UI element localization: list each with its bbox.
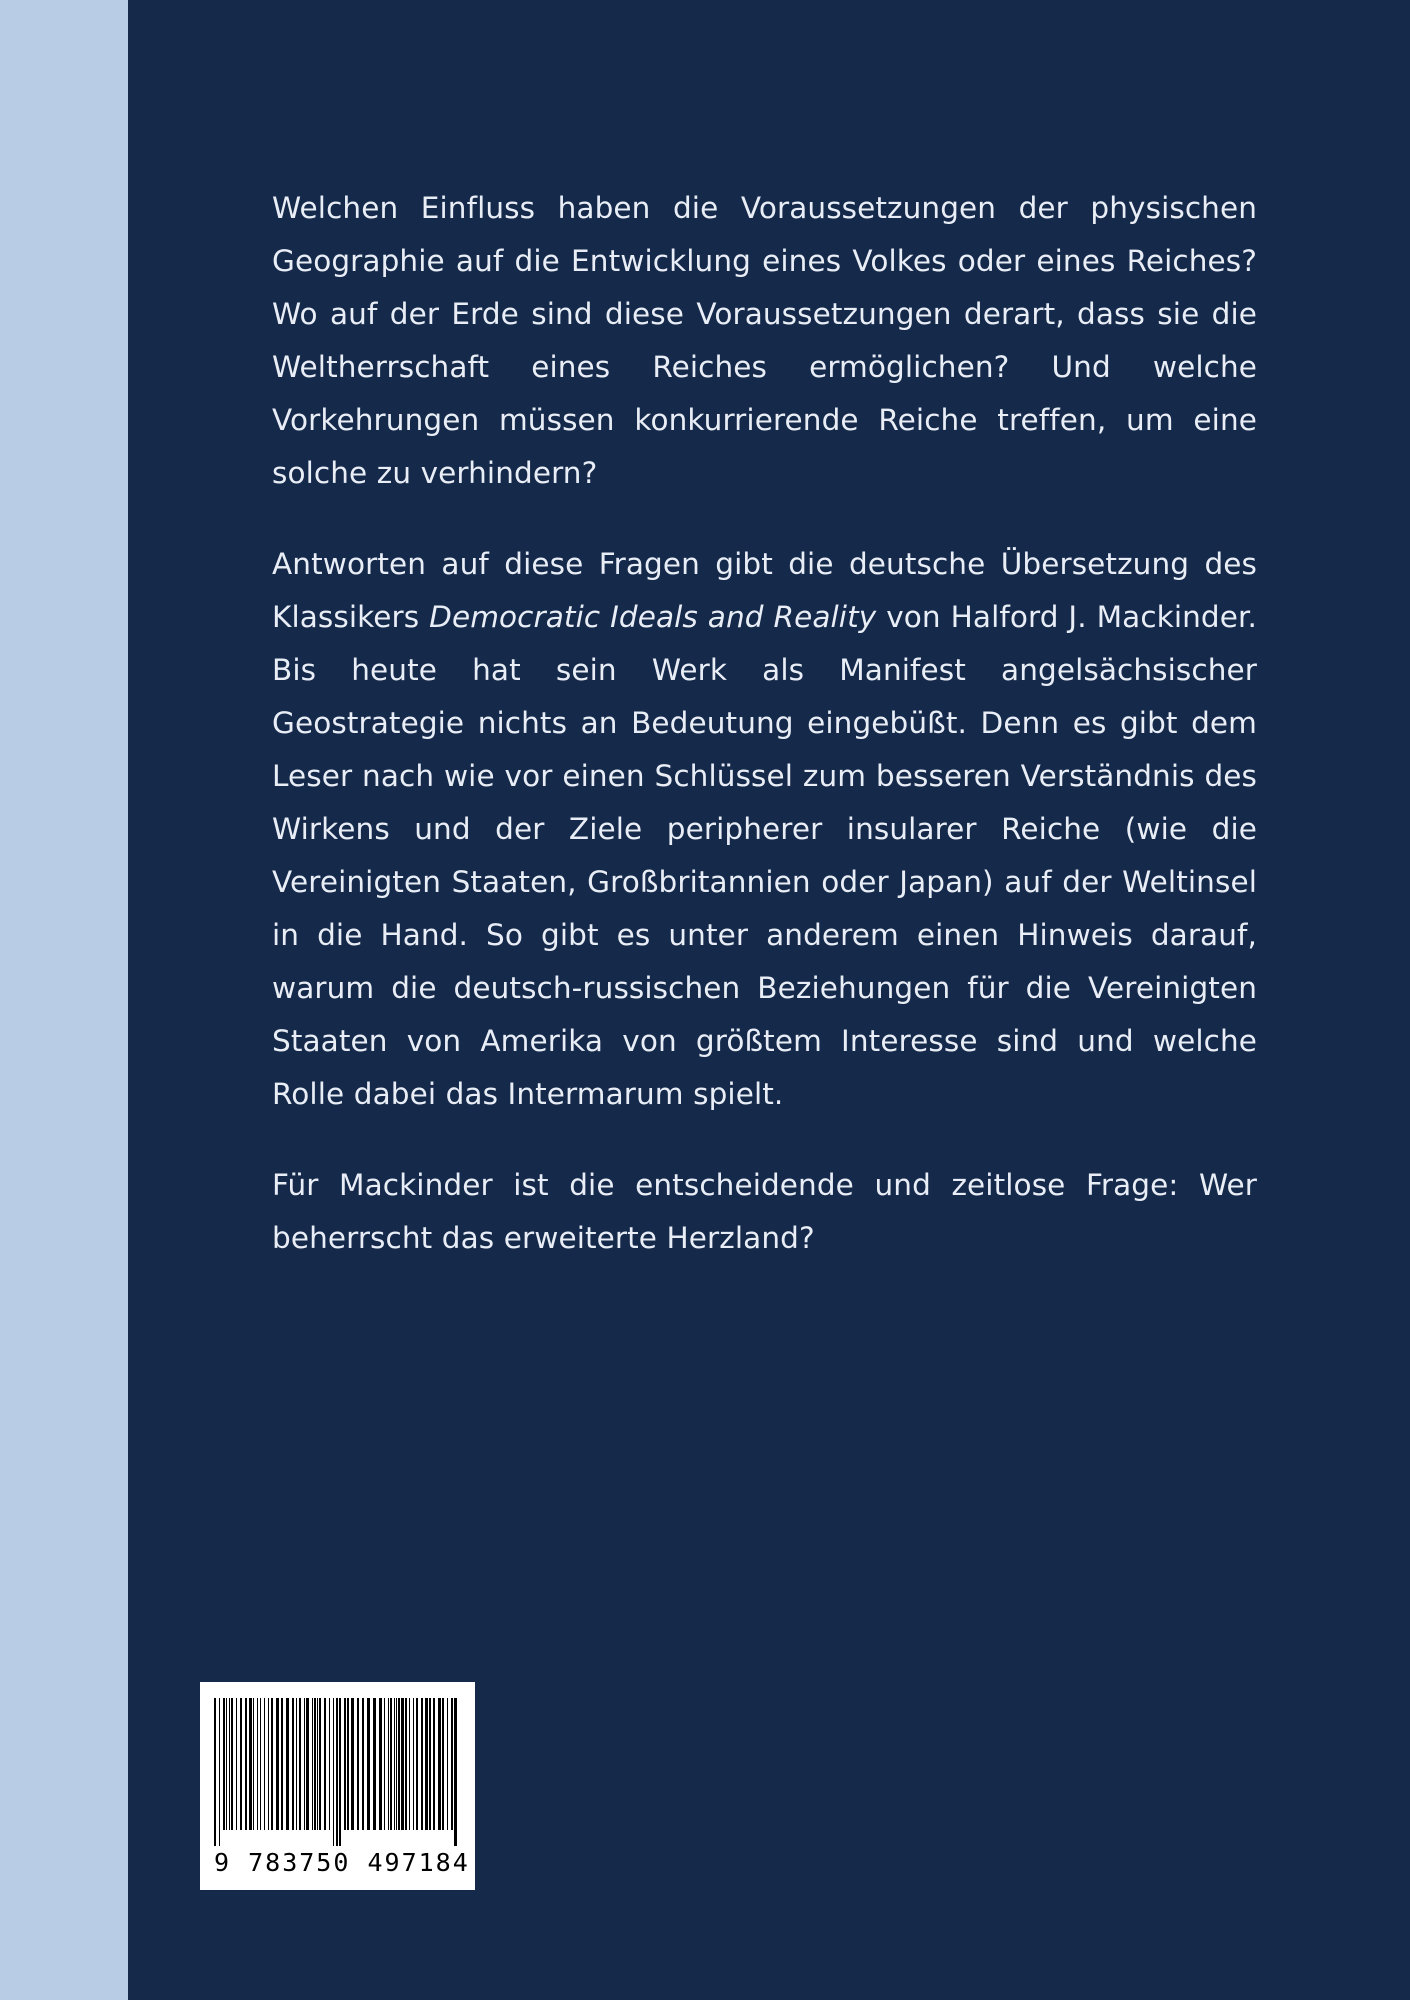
blurb-paragraph-2-part2: von Halford J. Mackinder. Bis heute hat sein Werk als Manifest angelsächsischer Geostrategie nichts an Bedeutung eingebüßt. Denn es gibt dem Leser nach wie vor einen Schlüssel zum besseren Verständnis des Wirkens und der Ziele peripherer insularer Reiche (wie die Vereinigten Staaten, Großbritannien oder Japan) auf der Weltinsel in die Hand. So gibt es unter anderem einen Hinweis darauf, warum die deutsch-russischen Beziehungen für die Vereinigten Staaten von Amerika von größtem Interesse sind und welche Rolle dabei das Intermarum spielt.: [272, 600, 1257, 1111]
spine-strip: [0, 0, 128, 2000]
blurb-paragraph-3: Für Mackinder ist die entscheidende und zeitlose Frage: Wer beherrscht das erweiterte Herzland?: [272, 1168, 1257, 1255]
book-title-italic: Democratic Ideals and Reality: [429, 600, 877, 634]
blurb-text-block: [272, 182, 1257, 1265]
barcode-bars: [214, 1698, 461, 1846]
blurb-paragraph-1: Welchen Einfluss haben die Voraussetzungen der physischen Geographie auf die Entwicklung eines Volkes oder eines Reiches? Wo auf der Erde sind diese Voraussetzungen derart, dass sie die Weltherrschaft eines Reiches ermöglichen? Und welche Vorkehrungen müssen konkurrierende Reiche treffen, um eine solche zu verhindern?: [272, 191, 1257, 490]
blurb-paragraph-2: [272, 538, 1257, 1121]
isbn-barcode: [200, 1682, 475, 1890]
blurb-paragraph-2-part1: Antworten auf diese Fragen gibt die deutsche Übersetzung des Klassikers: [272, 547, 1257, 634]
barcode-number: 9 783750 497184: [214, 1848, 470, 1877]
